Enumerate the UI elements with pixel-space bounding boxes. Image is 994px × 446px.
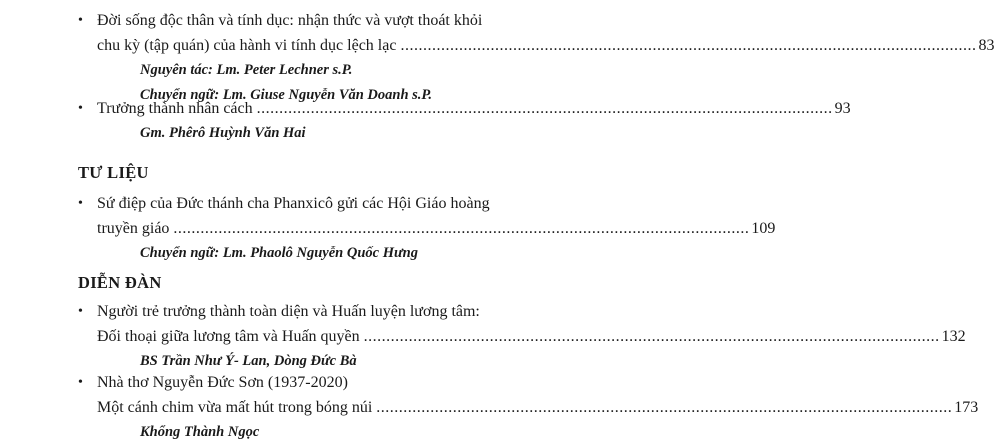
toc-entry-credit: Chuyển ngữ: Lm. Giuse Nguyễn Văn Doanh s.P. [140, 87, 433, 103]
toc-entry-title-line [78, 216, 776, 241]
bullet-icon: • [78, 196, 83, 211]
toc-entry-credit: Gm. Phêrô Huỳnh Văn Hai [140, 125, 306, 141]
dot-leader: ................................................................................................................................ [363, 328, 940, 345]
toc-page-number: 132 [941, 328, 966, 345]
toc-page-number: 83 [978, 37, 994, 54]
toc-page-number: 109 [751, 220, 776, 237]
toc-entry-title: Một cánh chim vừa mất hút trong bóng núi [97, 399, 373, 416]
toc-entry-title-line [78, 324, 966, 349]
toc-entry-title-line [78, 395, 979, 420]
toc-entry-title: Trưởng thành nhân cách [97, 100, 253, 117]
toc-entry-title: Người trẻ trưởng thành toàn diện và Huấn luyện lương tâm: [97, 303, 480, 320]
toc-entry-title: chu kỳ (tập quán) của hành vi tính dục lệch lạc [97, 37, 397, 54]
bullet-icon: • [78, 13, 83, 28]
bullet-icon: • [78, 101, 83, 116]
bullet-icon: • [78, 304, 83, 319]
bullet-icon: • [78, 375, 83, 390]
toc-entry-credit: Nguyên tác: Lm. Peter Lechner s.P. [140, 62, 353, 78]
toc-entry[interactable] [78, 191, 776, 266]
toc-entry[interactable] [78, 370, 979, 445]
toc-entry-credit: BS Trần Như Ý- Lan, Dòng Đức Bà [140, 353, 357, 369]
toc-entry-title: Nhà thơ Nguyễn Đức Sơn (1937-2020) [97, 374, 348, 391]
section-heading-tu-lieu: TƯ LIỆU [78, 163, 149, 182]
toc-entry-title: Sứ điệp của Đức thánh cha Phanxicô gửi các Hội Giáo hoàng [97, 195, 490, 212]
toc-entry-title-line [78, 370, 530, 395]
toc-entry[interactable] [78, 96, 851, 146]
toc-entry-title: truyền giáo [97, 220, 170, 237]
dot-leader: ................................................................................................................................ [173, 220, 750, 237]
toc-entry-credit: Khổng Thành Ngọc [140, 424, 260, 440]
dot-leader: ................................................................................................................................ [376, 399, 953, 416]
toc-entry-title-line [78, 8, 530, 33]
toc-entry-title: Đời sống độc thân và tính dục: nhận thức và vượt thoát khỏi [97, 12, 483, 29]
dot-leader: ................................................................................................................................ [400, 37, 977, 54]
section-heading-dien-dan: DIỄN ĐÀN [78, 273, 162, 292]
toc-entry[interactable] [78, 299, 966, 374]
toc-page-number: 93 [834, 100, 851, 117]
toc-page-number: 173 [954, 399, 979, 416]
toc-entry-title-line [78, 299, 530, 324]
toc-entry-credit: Chuyển ngữ: Lm. Phaolô Nguyễn Quốc Hưng [140, 245, 418, 261]
toc-entry-title-line [78, 191, 530, 216]
toc-entry-title-line [78, 96, 851, 121]
dot-leader: ................................................................................................................................ [256, 100, 833, 117]
toc-entry-title: Đối thoại giữa lương tâm và Huấn quyền [97, 328, 360, 345]
toc-entry-title-line [78, 33, 994, 58]
toc-entry[interactable] [78, 8, 994, 108]
